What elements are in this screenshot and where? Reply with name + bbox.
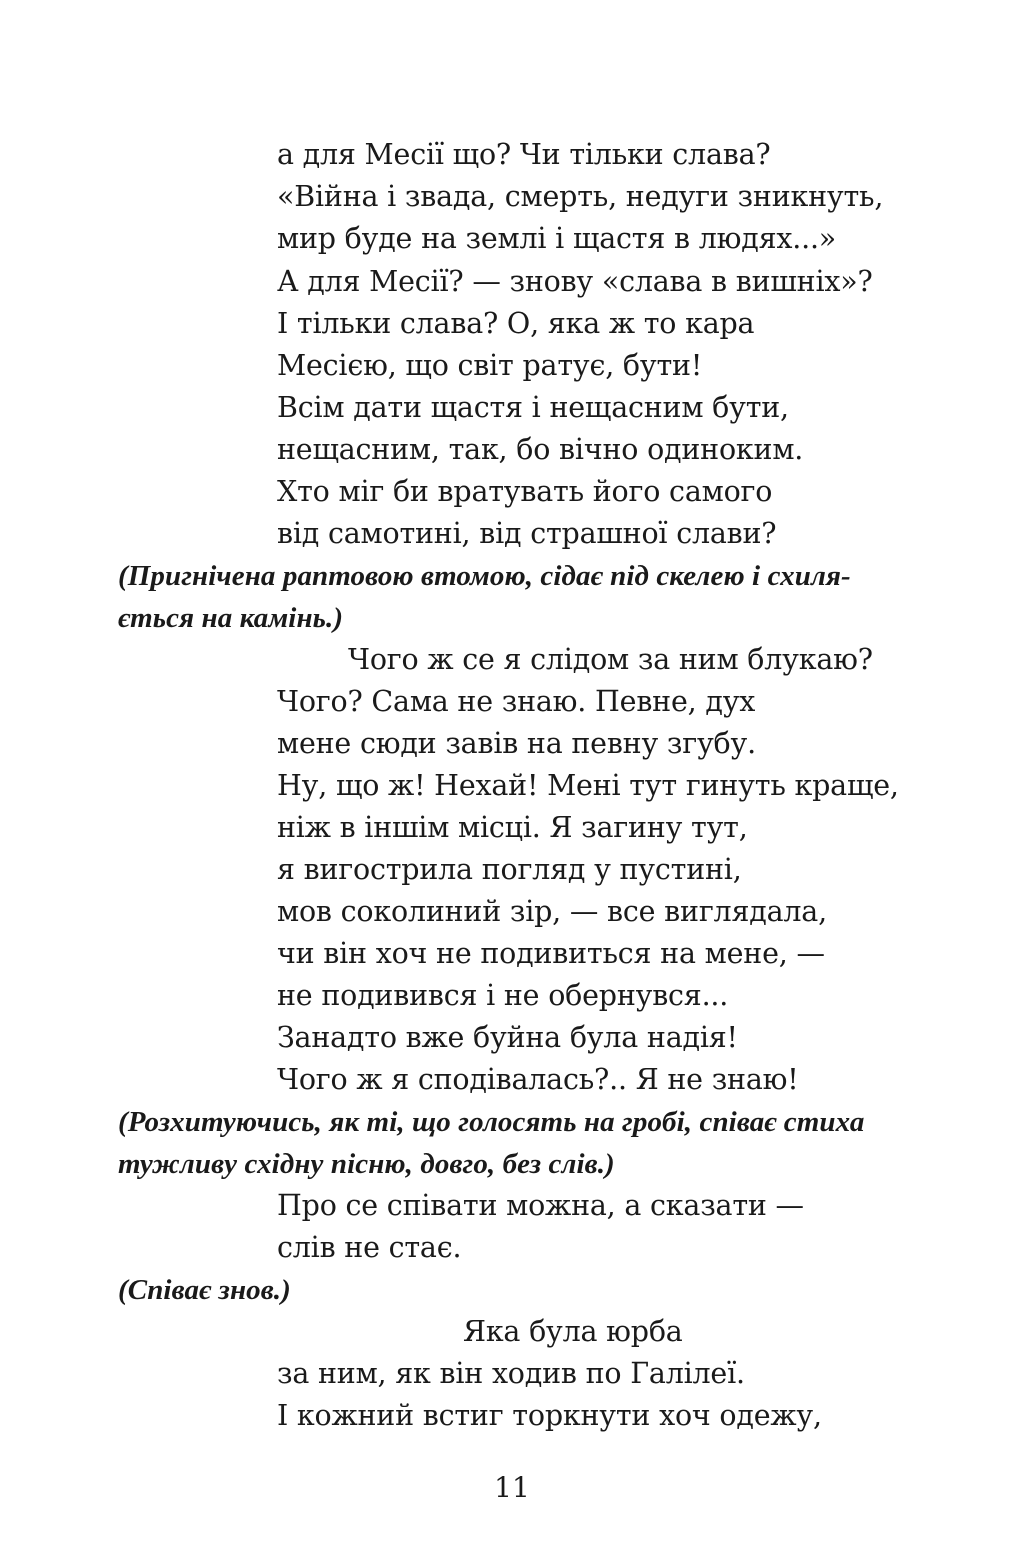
verse-line: Всім дати щастя і нещасним бути, — [277, 391, 789, 424]
verse-line: Ну, що ж! Нехай! Мені тут гинуть краще, — [277, 769, 899, 802]
stage-direction: тужливу східну пісню, довго, без слів.) — [118, 1148, 615, 1180]
verse-line: ніж в іншім місці. Я загину тут, — [277, 811, 748, 844]
verse-line: Месією, що світ ратує, бути! — [277, 349, 703, 382]
verse-line: нещасним, так, бо вічно одиноким. — [277, 433, 804, 466]
stage-direction: ється на камінь.) — [118, 602, 344, 634]
verse-line: не подивився і не обернувся... — [277, 979, 729, 1012]
verse-line: Яка була юрба — [463, 1315, 683, 1348]
stage-direction: (Розхитуючись, як ті, що голосять на гробі, співає стиха — [118, 1106, 865, 1138]
verse-line: від самотині, від страшної слави? — [277, 517, 777, 550]
stage-direction: (Співає знов.) — [118, 1274, 291, 1306]
verse-line: Чого ж се я слідом за ним блукаю? — [348, 643, 873, 676]
verse-line: слів не стає. — [277, 1231, 462, 1264]
verse-line: а для Месії що? Чи тільки слава? — [277, 138, 771, 171]
verse-line: Занадто вже буйна була надія! — [277, 1021, 738, 1054]
stage-direction: (Пригнічена раптовою втомою, сідає під скелею і схиля- — [118, 560, 851, 592]
verse-line: чи він хоч не подивиться на мене, — — [277, 937, 825, 970]
verse-line: за ним, як він ходив по Галілеї. — [277, 1357, 745, 1390]
verse-line: Хто міг би вратувать його самого — [277, 475, 773, 508]
verse-line: Про се співати можна, а сказати — — [277, 1189, 804, 1222]
verse-line: Чого? Сама не знаю. Певне, дух — [277, 685, 756, 718]
verse-line: А для Месії? — знову «слава в вишніх»? — [277, 265, 873, 298]
verse-line: я вигострила погляд у пустині, — [277, 853, 742, 886]
verse-line: Чого ж я сподівалась?.. Я не знаю! — [277, 1063, 799, 1096]
page-number: 11 — [494, 1471, 530, 1504]
verse-line: мов соколиний зір, — все виглядала, — [277, 895, 827, 928]
verse-line: мене сюди завів на певну згубу. — [277, 727, 756, 760]
verse-line: мир буде на землі і щастя в людях...» — [277, 222, 837, 255]
verse-line: І кожний встиг торкнути хоч одежу, — [277, 1399, 822, 1432]
verse-line: І тільки слава? О, яка ж то кара — [277, 307, 755, 340]
verse-line: «Війна і звада, смерть, недуги зникнуть, — [277, 180, 884, 213]
